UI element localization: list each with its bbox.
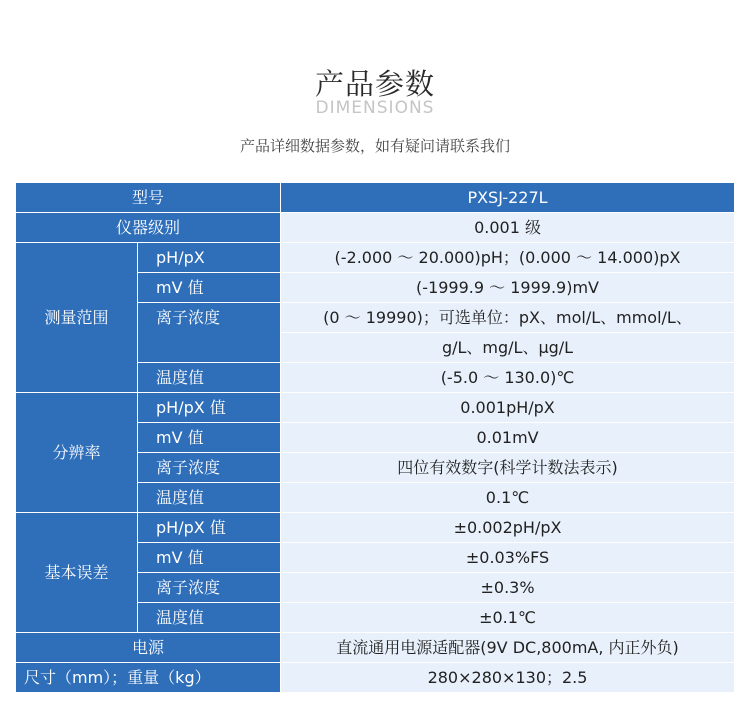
table-row [16, 243, 735, 273]
error-param: pH/pX 值 [138, 513, 281, 543]
table-row-power [16, 633, 735, 663]
resolution-param: pH/pX 值 [138, 393, 281, 423]
table-row [16, 513, 735, 543]
page-description: 产品详细数据参数，如有疑问请联系我们 [239, 137, 510, 155]
table-row-model [16, 183, 735, 213]
error-param: 离子浓度 [138, 573, 281, 603]
range-value-continued: g/L、mg/L、μg/L [281, 333, 735, 363]
model-label: 型号 [16, 183, 281, 213]
page-subtitle: DIMENSIONS [315, 98, 435, 118]
range-param: mV 值 [138, 273, 281, 303]
table-row-class [16, 213, 735, 243]
power-label: 电源 [16, 633, 281, 663]
range-value: (0 ～ 19990)；可选单位：pX、mol/L、mmol/L、 [281, 303, 735, 333]
error-value: ±0.3% [281, 573, 735, 603]
range-value: (-2.000 ～ 20.000)pH；(0.000 ～ 14.000)pX [281, 243, 735, 273]
error-param: 温度值 [138, 603, 281, 633]
range-label: 测量范围 [16, 243, 138, 393]
resolution-value: 0.1℃ [281, 483, 735, 513]
resolution-value: 0.01mV [281, 423, 735, 453]
dimensions-label: 尺寸（mm）；重量（kg） [16, 663, 281, 693]
class-value: 0.001 级 [281, 213, 735, 243]
class-label: 仪器级别 [16, 213, 281, 243]
resolution-param: 温度值 [138, 483, 281, 513]
dimensions-value: 280×280×130；2.5 [281, 663, 735, 693]
range-param: 离子浓度 [138, 303, 281, 363]
model-value: PXSJ-227L [281, 183, 735, 213]
error-value: ±0.1℃ [281, 603, 735, 633]
range-param: pH/pX [138, 243, 281, 273]
resolution-value: 0.001pH/pX [281, 393, 735, 423]
error-value: ±0.002pH/pX [281, 513, 735, 543]
resolution-value: 四位有效数字(科学计数法表示) [281, 453, 735, 483]
table-row-dimensions [16, 663, 735, 693]
power-value: 直流通用电源适配器(9V DC,800mA, 内正外负) [281, 633, 735, 663]
page-title: 产品参数 [314, 67, 435, 101]
spec-table [15, 182, 735, 693]
error-value: ±0.03%FS [281, 543, 735, 573]
table-row [16, 393, 735, 423]
range-value: (-1999.9 ～ 1999.9)mV [281, 273, 735, 303]
error-label: 基本误差 [16, 513, 138, 633]
error-param: mV 值 [138, 543, 281, 573]
resolution-label: 分辨率 [16, 393, 138, 513]
range-value: (-5.0 ～ 130.0)℃ [281, 363, 735, 393]
range-param: 温度值 [138, 363, 281, 393]
resolution-param: 离子浓度 [138, 453, 281, 483]
resolution-param: mV 值 [138, 423, 281, 453]
